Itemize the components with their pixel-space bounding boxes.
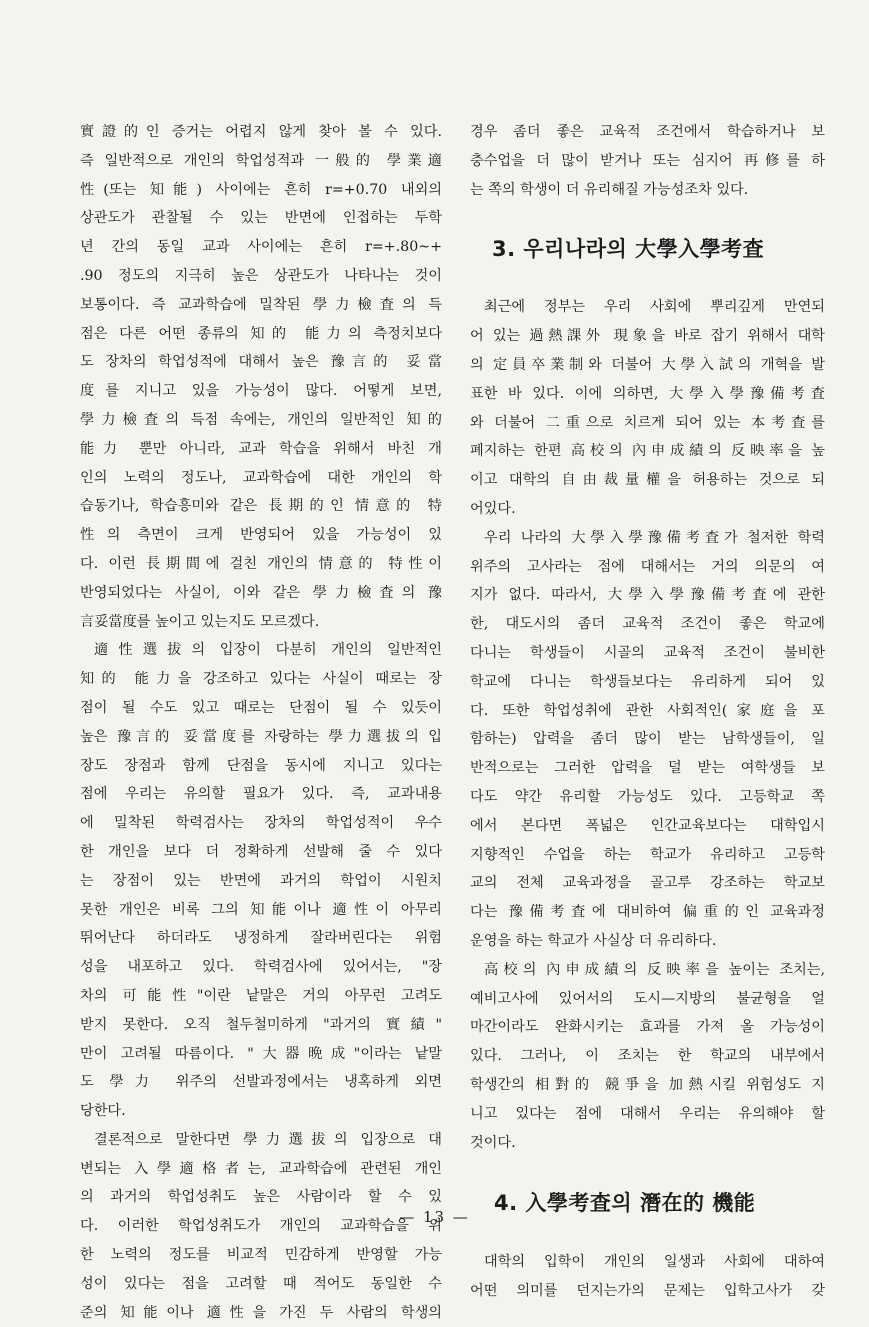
text-line: 장도 장점과 함께 단점을 동시에 지니고 있다는 — [80, 757, 442, 774]
text-line: 지향적인 수업을 하는 학교가 유리하고 고등학 — [470, 846, 825, 863]
text-line: 차의 可能性"이란 낱말은 거의 아무런 고려도 — [80, 987, 442, 1004]
text-line: 니고 있다는 점에 대해서 우리는 유의해야 할 — [470, 1105, 825, 1122]
left-lines — [80, 118, 442, 1327]
text-line: 충수업을 더 많이 받거나 또는 심지어 再修를 하 — [470, 152, 825, 169]
text-line: 性(또는 知能) 사이에는 흔히 r=+0.70 내외의 — [80, 181, 442, 198]
text-line: 다도 약간 유리할 가능성도 있다. 고등학교 쪽 — [470, 788, 825, 805]
text-line: 높은 豫言的 妥當度를 자랑하는 學力選拔의 입 — [80, 728, 442, 745]
text-line: 운영을 하는 학교가 사실상 더 유리하다. — [470, 932, 717, 949]
right-column — [470, 118, 825, 1306]
text-line: 준의 知能이나 適性을 가진 두 사람의 학생의 — [80, 1304, 442, 1321]
text-line: 能力 뿐만 아니라, 교과 학습을 위해서 바친 개 — [80, 440, 442, 457]
text-line: 다니는 학생들이 시골의 교육적 조건이 불비한 — [470, 644, 825, 661]
text-line: 것이다. — [470, 1134, 516, 1151]
text-line: 한 개인을 보다 더 정확하게 선발해 줄 수 있다 — [80, 843, 442, 860]
text-line: 당한다. — [80, 1103, 126, 1120]
text-line: 學力檢査의 득점 속에는, 개인의 일반적인 知的 — [80, 411, 442, 428]
text-line: 의 定員卒業制와 더불어 大學入試의 개혁을 발 — [470, 356, 825, 373]
text-line: 性의 측면이 크게 반영되어 있을 가능성이 있 — [80, 527, 442, 544]
text-line: 이고 대학의 自由裁量權을 허용하는 것으로 되 — [470, 472, 825, 489]
text-line: 폐지하는 한편 高校의 內申成績의 反映率을 높 — [470, 443, 825, 460]
text-line: 결론적으로 말한다면 學力選拔의 입장으로 대 — [94, 1131, 442, 1148]
text-line: 한, 대도시의 좀더 교육적 조건이 좋은 학교에 — [470, 616, 825, 633]
text-line: 점에 우리는 유의할 필요가 있다. 즉, 교과내용 — [80, 786, 442, 803]
text-line: 適性選拔의 입장이 다분히 개인의 일반적인 — [94, 642, 442, 659]
text-line: 와 더불어 二重으로 치르게 되어 있는 本考査를 — [470, 414, 825, 431]
text-line: 교의 전체 교육과정을 골고루 강조하는 학교보 — [470, 875, 825, 892]
text-line: 최근에 정부는 우리 사회에 뿌리깊게 만연되 — [484, 299, 825, 316]
text-line: 는 장점이 있는 반면에 과거의 학업이 시원치 — [80, 872, 442, 889]
text-line: 지가 없다. 따라서, 大學入學豫備考査에 관한 — [470, 587, 825, 604]
text-line: 에 밀착된 학력검사는 장차의 학업성적이 우수 — [80, 815, 442, 832]
text-line: 의 과거의 학업성취도 높은 사람이라 할 수 있 — [80, 1189, 442, 1206]
text-line: 위주의 고사라는 점에 대해서는 거의 의문의 여 — [470, 558, 825, 575]
text-line: 성이 있다는 점을 고려할 때 적어도 동일한 수 — [80, 1275, 442, 1292]
text-line: 는 쪽의 학생이 더 유리해질 가능성조차 있다. — [470, 181, 749, 198]
text-line: 반영되었다는 사실이, 이와 같은 學力檢査의 豫 — [80, 584, 442, 601]
text-line: 표한 바 있다. 이에 의하면, 大學入學豫備考査 — [470, 385, 825, 402]
text-line: 받지 못한다. 오직 철두철미하게 "과거의 實績" — [80, 1016, 442, 1033]
right-lines-mid — [470, 293, 825, 1157]
text-line: 인의 노력의 정도나, 교과학습에 대한 개인의 학 — [80, 469, 442, 486]
right-lines-bottom — [470, 1248, 825, 1306]
text-line: 만이 고려될 따름이다. "大器晩成"이라는 낱말 — [80, 1045, 442, 1062]
text-line: 어 있는 過熱課外 現象을 바로 잡기 위해서 대학 — [470, 328, 825, 345]
left-column — [80, 118, 442, 1327]
text-line: 반적으로는 그러한 압력을 덜 받는 여학생들 보 — [470, 760, 825, 777]
text-line: 에서 본다면 폭넓은 인간교육보다는 대학입시 — [470, 817, 825, 834]
text-line: 한 노력의 정도를 비교적 민감하게 반영할 가능 — [80, 1247, 442, 1264]
text-line: 어있다. — [470, 500, 516, 517]
text-line: 度를 지니고 있을 가능성이 많다. 어떻게 보면, — [80, 383, 442, 400]
text-line: 보통이다. 즉 교과학습에 밀착된 學力檢査의 득 — [80, 296, 442, 313]
text-line: 점이 될 수도 있고 때로는 단점이 될 수 있듯이 — [80, 699, 442, 716]
text-line: 도 學力 위주의 선발과정에서는 냉혹하게 외면 — [80, 1074, 442, 1091]
text-line: 實證的인 증거는 어렵지 않게 찾아 볼 수 있다. — [80, 124, 442, 140]
text-line: 있다. 그러나, 이 조치는 한 학교의 내부에서 — [470, 1048, 825, 1065]
text-line: .90 정도의 지극히 높은 상관도가 나타나는 것이 — [80, 267, 442, 284]
text-line: 다. 이런 長期間에 걸친 개인의 情意的 特性이 — [80, 555, 442, 572]
text-line: 다. 또한 학업성취에 관한 사회적인(家庭을 포 — [470, 702, 825, 719]
text-line: 상관도가 관찰될 수 있는 반면에 인접하는 두학 — [80, 210, 442, 227]
text-line: 예비고사에 있어서의 도시—지방의 불균형을 얼 — [470, 990, 825, 1007]
section-4-heading: 4. 入學考査의 潛在的 機能 — [494, 1191, 756, 1216]
text-line: 즉 일반적으로 개인의 학업성적과 一般的 學業適 — [80, 152, 442, 169]
text-line: 도 장차의 학업성적에 대해서 높은 豫言的 妥當 — [80, 354, 442, 371]
text-line: 대학의 입학이 개인의 일생과 사회에 대하여 — [484, 1254, 825, 1271]
text-line: 학교에 다니는 학생들보다는 유리하게 되어 있 — [470, 673, 825, 690]
page-number: — 13 — — [399, 1208, 470, 1226]
text-line: 년 간의 동일 교과 사이에는 흔히 r=+.80~+ — [80, 239, 442, 256]
text-line: 다는 豫備考査에 대비하여 偏重的인 교육과정 — [470, 904, 825, 921]
text-line: 뛰어난다 하더라도 냉정하게 잘라버린다는 위험 — [80, 930, 442, 947]
text-line: 마간이라도 완화시키는 효과를 가져 올 가능성이 — [470, 1019, 825, 1036]
text-line: 言妥當度를 높이고 있는지도 모르겠다. — [80, 613, 320, 630]
text-line: 변되는 入學適格者는, 교과학습에 관련된 개인 — [80, 1160, 442, 1177]
text-line: 高校의 內申成績의 反映率을 높이는 조치는, — [484, 961, 825, 978]
text-line: 점은 다른 어떤 종류의 知的 能力의 측정치보다 — [80, 325, 442, 342]
text-line: 어떤 의미를 던지는가의 문제는 입학고사가 갖 — [470, 1283, 825, 1300]
text-line: 못한 개인은 비록 그의 知能이나 適性이 아무리 — [80, 901, 442, 918]
text-line: 습동기나, 학습흥미와 같은 長期的인 情意的 特 — [80, 498, 442, 515]
text-line: 함하는) 압력을 좀더 많이 받는 남학생들이, 일 — [470, 731, 825, 748]
text-line: 경우 좀더 좋은 교육적 조건에서 학습하거나 보 — [470, 124, 825, 140]
text-line: 우리 나라의 大學入學豫備考査가 철저한 학력 — [484, 529, 825, 546]
text-line: 다. 이러한 학업성취도가 개인의 교과학습을 위 — [80, 1218, 442, 1235]
right-lines-top — [470, 118, 825, 204]
section-3-heading: 3. 우리나라의 大學入學考査 — [492, 237, 765, 262]
text-line: 知的 能力을 강조하고 있다는 사실이 때로는 장 — [80, 671, 442, 688]
text-line: 성을 내포하고 있다. 학력검사에 있어서는, "장 — [80, 959, 442, 976]
text-line: 학생간의 相對的 競爭을 加熱시킬 위험성도 지 — [470, 1076, 825, 1093]
